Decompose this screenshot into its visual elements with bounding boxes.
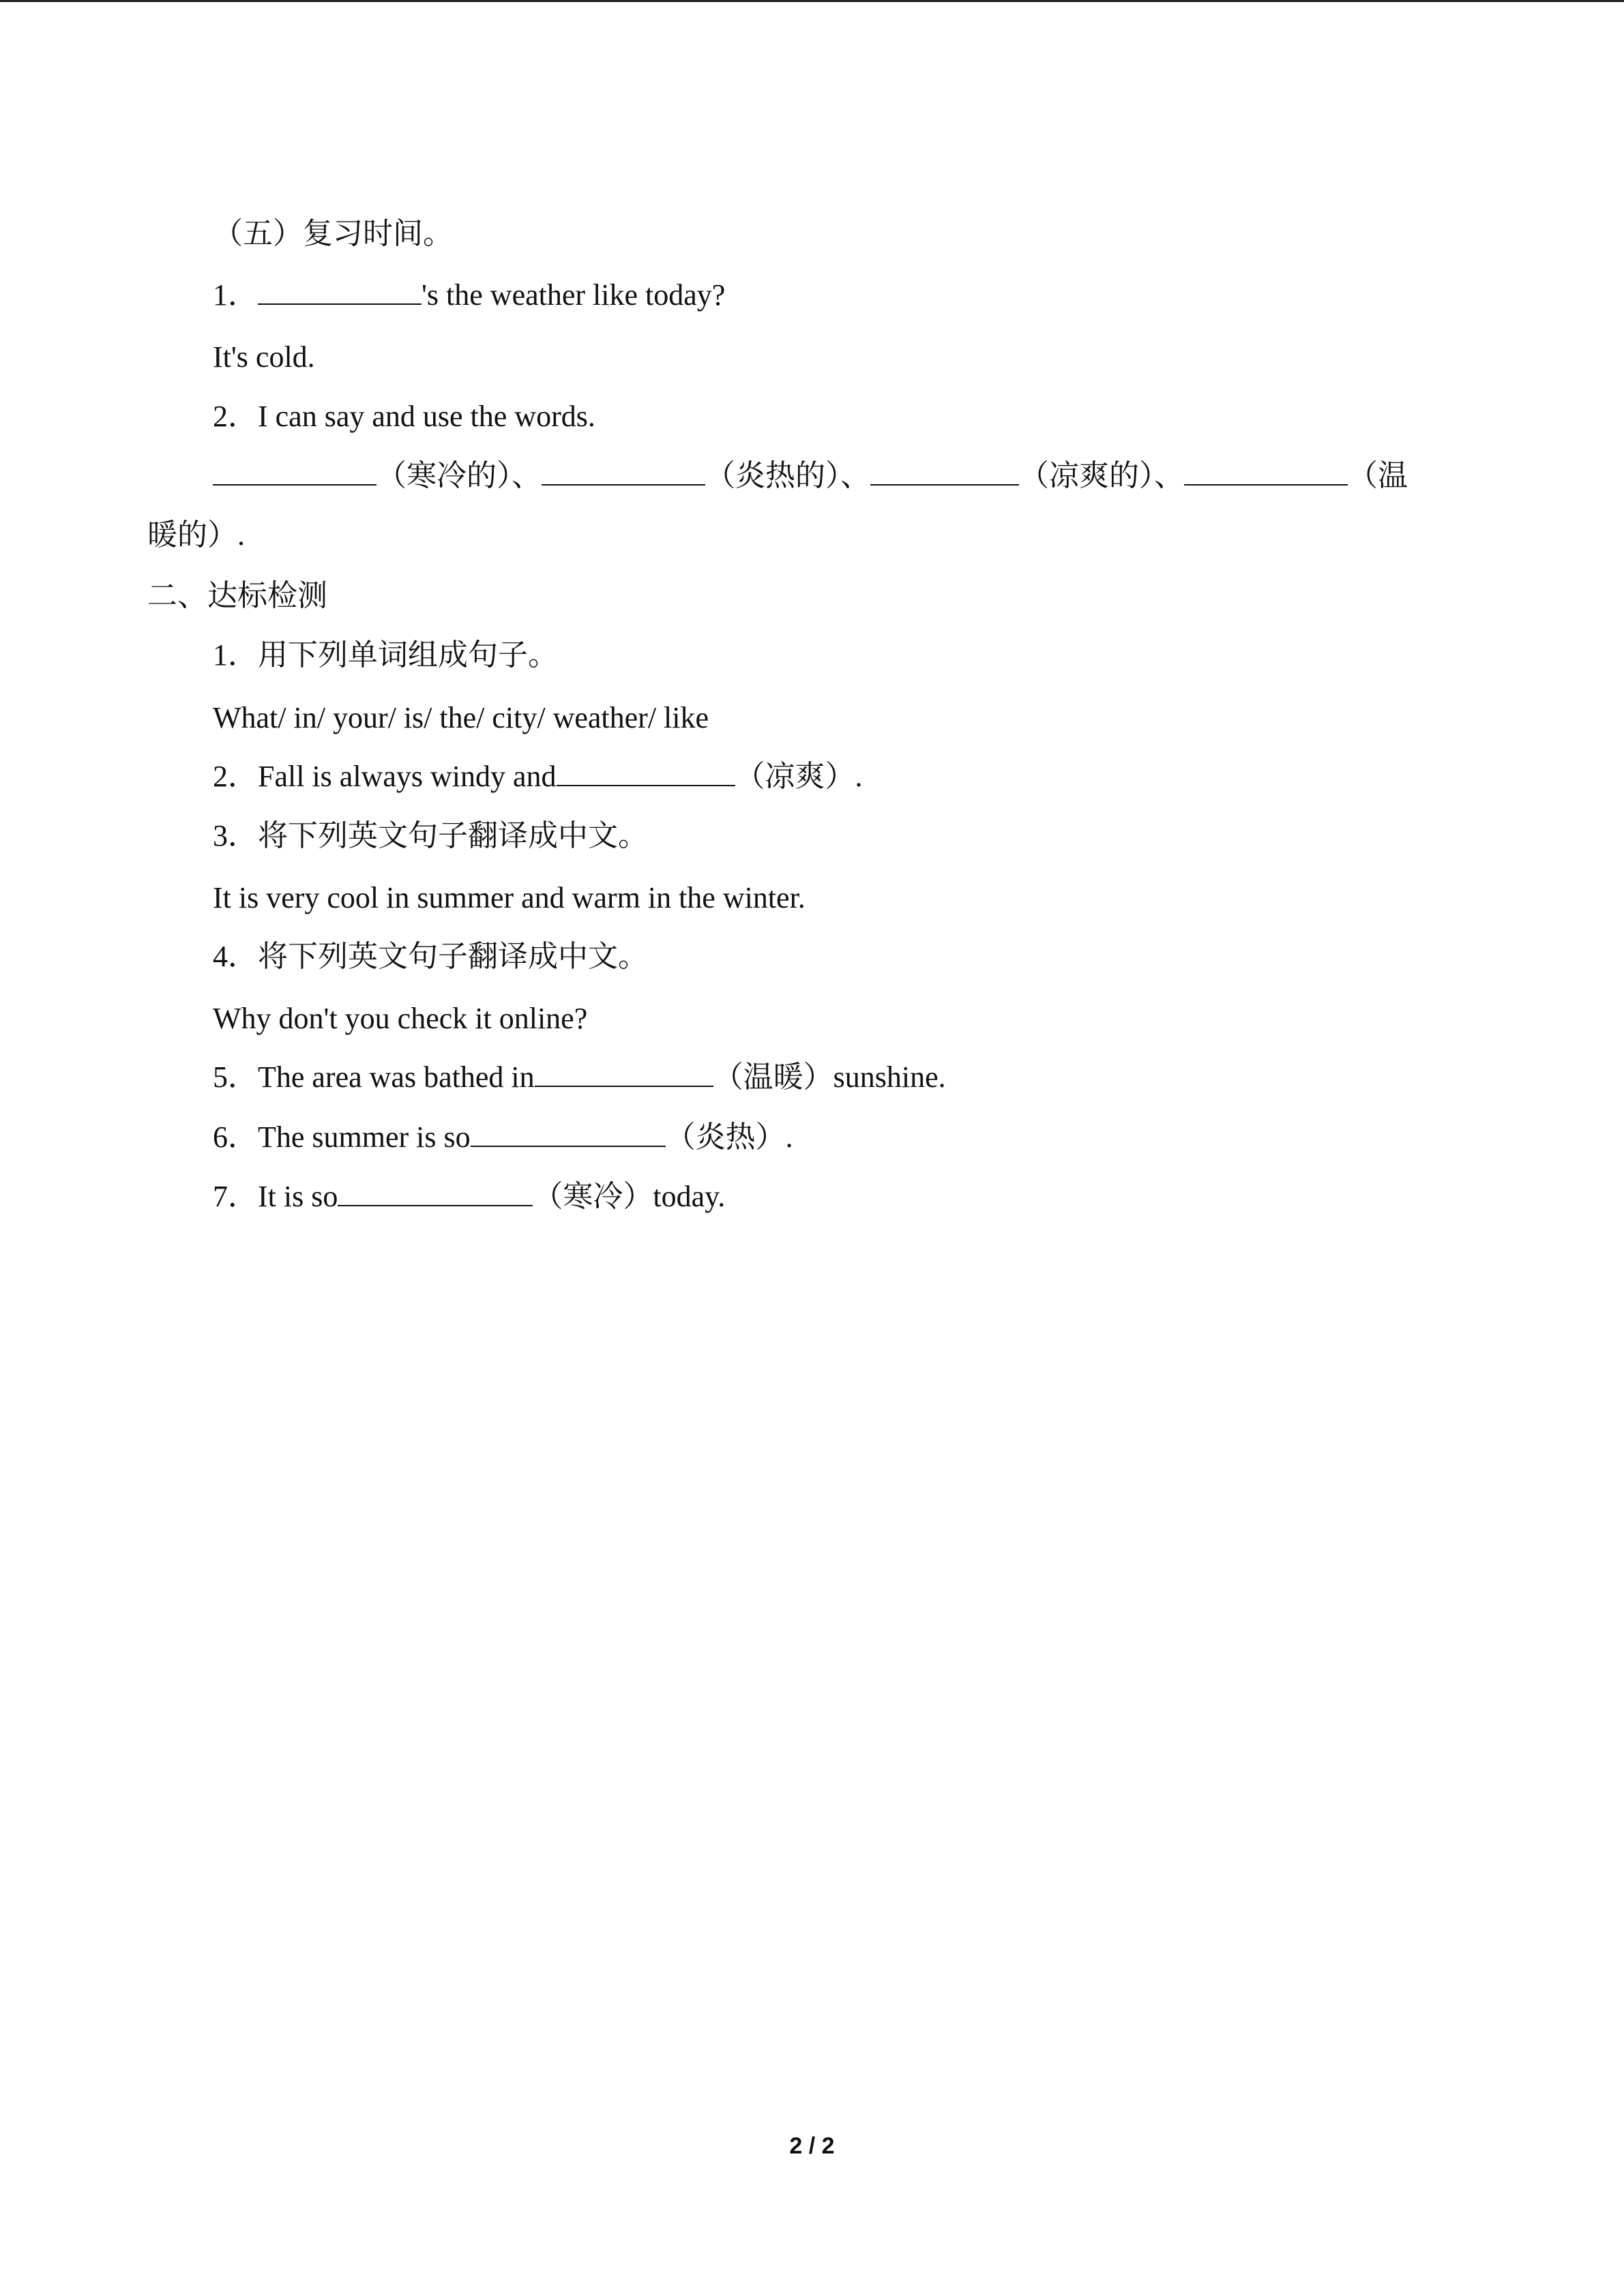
assessment-item-4-sentence: Why don't you check it online?	[213, 1002, 588, 1035]
review-answer-1: It's cold.	[213, 340, 315, 374]
assessment-item-1-words: What/ in/ your/ is/ the/ city/ weather/ like	[213, 701, 709, 734]
page-number: 2 / 2	[789, 2133, 835, 2159]
vocab-blanks-line: （寒冷的）、 （炎热的）、 （凉爽的）、 （温	[213, 457, 1408, 495]
assessment-item-1: 1．用下列单词组成句子。	[213, 638, 558, 672]
assessment-item-6: 6．The summer is so （炎热）.	[213, 1118, 793, 1157]
assessment-item-4: 4．将下列英文句子翻译成中文。	[213, 940, 648, 973]
section-title-assessment: 二、达标检测	[147, 579, 327, 612]
review-question-1: 1． 's the weather like today?	[213, 276, 725, 314]
answer-blank[interactable]	[557, 758, 735, 786]
page-top-border	[0, 0, 1624, 2]
answer-blank[interactable]	[338, 1178, 533, 1206]
answer-blank[interactable]	[870, 457, 1019, 486]
answer-blank[interactable]	[535, 1058, 713, 1087]
answer-blank[interactable]	[213, 457, 377, 486]
answer-blank[interactable]	[542, 457, 705, 486]
answer-blank[interactable]	[471, 1118, 666, 1147]
answer-blank[interactable]	[1184, 457, 1348, 486]
assessment-item-2: 2．Fall is always windy and （凉爽）.	[213, 758, 863, 796]
assessment-item-3: 3．将下列英文句子翻译成中文。	[213, 819, 648, 852]
section-title-review: （五）复习时间。	[213, 217, 453, 250]
assessment-item-3-sentence: It is very cool in summer and warm in the winter.	[213, 881, 806, 914]
review-question-2: 2．I can say and use the words.	[213, 400, 595, 433]
answer-blank[interactable]	[258, 276, 422, 305]
assessment-item-7: 7．It is so （寒冷）today.	[213, 1178, 725, 1216]
assessment-item-5: 5．The area was bathed in （温暖）sunshine.	[213, 1058, 946, 1097]
vocab-blanks-line-continued: 暖的）.	[147, 518, 245, 552]
